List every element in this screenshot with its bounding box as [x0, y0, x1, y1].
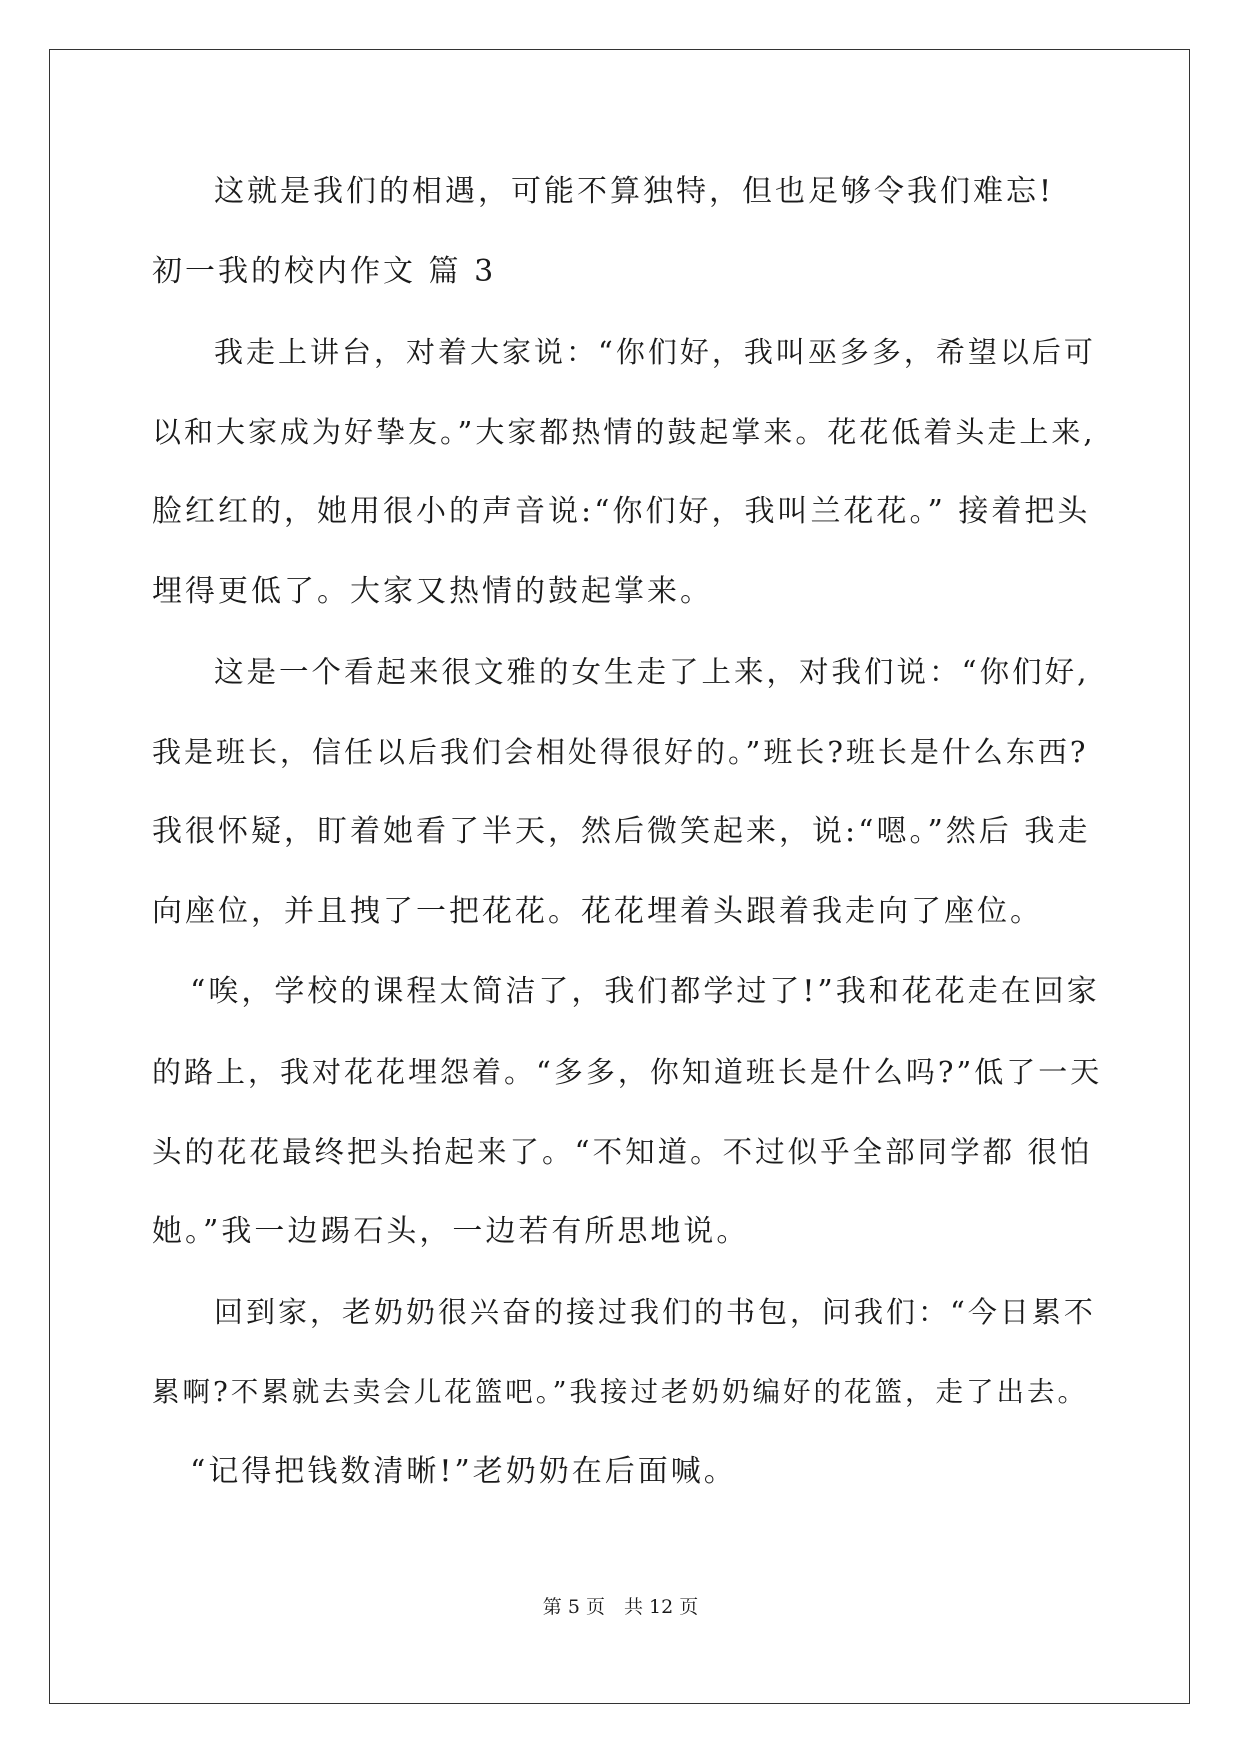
page-number: 第 5 页 共 12 页	[542, 1596, 699, 1618]
paragraph-line: 以和大家成为好挚友。”大家都热情的鼓起掌来。花花低着头走上来,	[152, 415, 1096, 449]
paragraph-line: 埋得更低了。大家又热情的鼓起掌来。	[152, 574, 713, 609]
paragraph-line: 我很怀疑，盯着她看了半天，然后微笑起来，说:“嗯。”然后 我走	[152, 814, 1091, 849]
paragraph-line: 向座位，并且拽了一把花花。花花埋着头跟着我走向了座位。	[152, 894, 1043, 929]
paragraph-line: 她。”我一边踢石头，一边若有所思地说。	[152, 1214, 750, 1249]
paragraph-line: 的路上，我对花花埋怨着。“多多，你知道班长是什么吗?”低了一天	[152, 1055, 1103, 1089]
paragraph-line: 脸红红的，她用很小的声音说:“你们好，我叫兰花花。” 接着把头	[152, 494, 1091, 529]
paragraph-line: 我走上讲台，对着大家说：“你们好，我叫巫多多，希望以后可	[214, 335, 1096, 369]
paragraph-line: 回到家，老奶奶很兴奋的接过我们的书包，问我们：“今日累不	[214, 1295, 1096, 1329]
paragraph-line: 我是班长，信任以后我们会相处得很好的。”班长?班长是什么东西?	[152, 735, 1089, 769]
paragraph-line: 这是一个看起来很文雅的女生走了上来，对我们说：“你们好,	[214, 655, 1090, 689]
paragraph-line: 这就是我们的相遇，可能不算独特，但也足够令我们难忘!	[214, 174, 1055, 209]
paragraph-line: 头的花花最终把头抬起来了。“不知道。不过似乎全部同学都 很怕	[152, 1135, 1093, 1169]
paragraph-line: 累啊?不累就去卖会儿花篮吧。”我接过老奶奶编好的花篮，走了出去。	[152, 1376, 1089, 1408]
paragraph-line: “唉，学校的课程太简洁了，我们都学过了!”我和花花走在回家	[190, 974, 1100, 1009]
paragraph-line: “记得把钱数清晰!”老奶奶在后面喊。	[190, 1454, 737, 1489]
section-heading: 初一我的校内作文 篇 3	[152, 254, 497, 289]
